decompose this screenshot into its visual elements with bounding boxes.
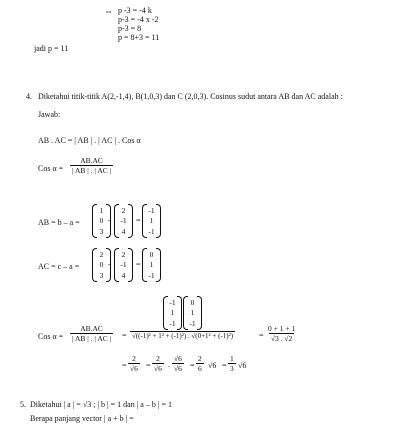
ac-label: AC = c – a = <box>38 262 80 271</box>
a-y: -1 <box>120 216 127 226</box>
simp-dot: . <box>168 360 170 369</box>
a-x: 2 <box>121 205 126 215</box>
a2-x: 2 <box>121 249 126 259</box>
sf2-num: 2 <box>156 354 160 363</box>
norm-denominator: √((-1)² + 1² + (-1)²) . √(0+1² + (-1)²) <box>132 332 234 340</box>
final-equals-2: = <box>259 331 264 340</box>
sf3-num: √6 <box>174 354 182 363</box>
ac-result-vector <box>142 248 161 282</box>
step-2: p-3 = -4 x -2 <box>118 15 159 24</box>
a-vector-2 <box>114 248 133 282</box>
b-y: 0 <box>99 216 104 226</box>
sf4-den: 6 <box>198 364 202 373</box>
dot-product-formula: AB . AC = | AB | . | AC | . Cos α <box>38 136 141 145</box>
simp-equals-4: = <box>222 361 227 370</box>
q4-answer-label: Jawab: <box>38 110 61 119</box>
q4-question: Diketahui titik-titik A(2,-1,4), B(1,0,3) dan C (2,0,3). Cosinus sudut antara AB dan AC adalah : <box>38 92 343 101</box>
simp-equals-1: = <box>122 361 127 370</box>
final-numerator: AB.AC <box>80 324 103 333</box>
final-equals-1: = <box>122 331 127 340</box>
cos-fraction <box>70 156 113 175</box>
simp-frac-3 <box>172 354 184 373</box>
sf3-den: √6 <box>174 364 182 373</box>
simp-frac-5 <box>228 354 236 373</box>
q5-given: Diketahui | a | = √3 ; | b | = 1 dan | a – b | = 1 <box>30 400 172 409</box>
b-z: 3 <box>99 227 104 237</box>
dv1-y: 1 <box>170 308 175 318</box>
a-z: 4 <box>121 227 126 237</box>
dv1-z: -1 <box>169 319 176 329</box>
a2-y: -1 <box>120 260 127 270</box>
step-3: p-3 = 8 <box>118 24 142 33</box>
ac-minus: - <box>108 260 111 269</box>
equivalence-arrow-icon: ⇔ <box>104 6 113 16</box>
norm-fraction <box>130 296 235 341</box>
sum-numerator: 0 + 1 + 1 <box>268 324 296 333</box>
q5-ask: Berapa panjang vector | a + b | = <box>30 414 134 423</box>
ab-minus: - <box>108 216 111 225</box>
simp-equals-3: = <box>190 361 195 370</box>
dv2-y: 1 <box>190 308 195 318</box>
cos-numerator: AB.AC <box>80 156 103 165</box>
ab-equals: = <box>136 216 141 225</box>
conclusion: jadi p = 11 <box>34 44 69 53</box>
sf2-den: √6 <box>154 364 162 373</box>
ac-equals: = <box>136 260 141 269</box>
b-x: 1 <box>99 205 104 215</box>
sum-fraction <box>266 324 297 343</box>
ac-x: 0 <box>149 249 154 259</box>
simp-equals-2: = <box>146 361 151 370</box>
a2-z: 4 <box>121 271 126 281</box>
c-x: 2 <box>99 249 104 259</box>
c-y: 0 <box>99 260 104 270</box>
cos-label: Cos α = <box>38 164 64 173</box>
simp-frac-4 <box>196 354 204 373</box>
q4-number: 4. <box>26 92 32 101</box>
simp-root-2: √6 <box>238 361 247 370</box>
a-vector-1 <box>114 204 133 238</box>
simp-frac-2 <box>152 354 164 373</box>
dot-vectors <box>163 296 202 330</box>
c-z: 3 <box>99 271 104 281</box>
final-cos-label: Cos α = <box>38 332 64 341</box>
step-4: p = 8+3 = 11 <box>118 33 160 42</box>
dv1-x: -1 <box>169 297 176 307</box>
ab-y: 1 <box>149 216 154 226</box>
sf1-den: √6 <box>130 364 138 373</box>
ab-z: -1 <box>148 227 155 237</box>
final-denominator: | AB | . | AC | <box>72 334 112 343</box>
sum-denominator: √3 . √2 <box>270 334 293 343</box>
ab-label: AB = b – a = <box>38 218 80 227</box>
simp-frac-1 <box>128 354 140 373</box>
ac-y: 1 <box>149 260 154 270</box>
final-cos-fraction <box>70 324 113 343</box>
sf5-den: 3 <box>230 364 234 373</box>
simp-root-1: √6 <box>208 361 217 370</box>
dv2-z: -1 <box>189 319 196 329</box>
step-1: p -3 = -4 k <box>118 6 152 15</box>
cos-denominator: | AB | . | AC | <box>72 166 112 175</box>
ac-z: -1 <box>148 271 155 281</box>
dv2-x: 0 <box>190 297 195 307</box>
ab-x: -1 <box>148 205 155 215</box>
sf1-num: 2 <box>132 354 136 363</box>
ab-result-vector <box>142 204 161 238</box>
sf4-num: 2 <box>198 354 202 363</box>
q5-number: 5. <box>20 400 26 409</box>
sf5-num: 1 <box>230 354 234 363</box>
